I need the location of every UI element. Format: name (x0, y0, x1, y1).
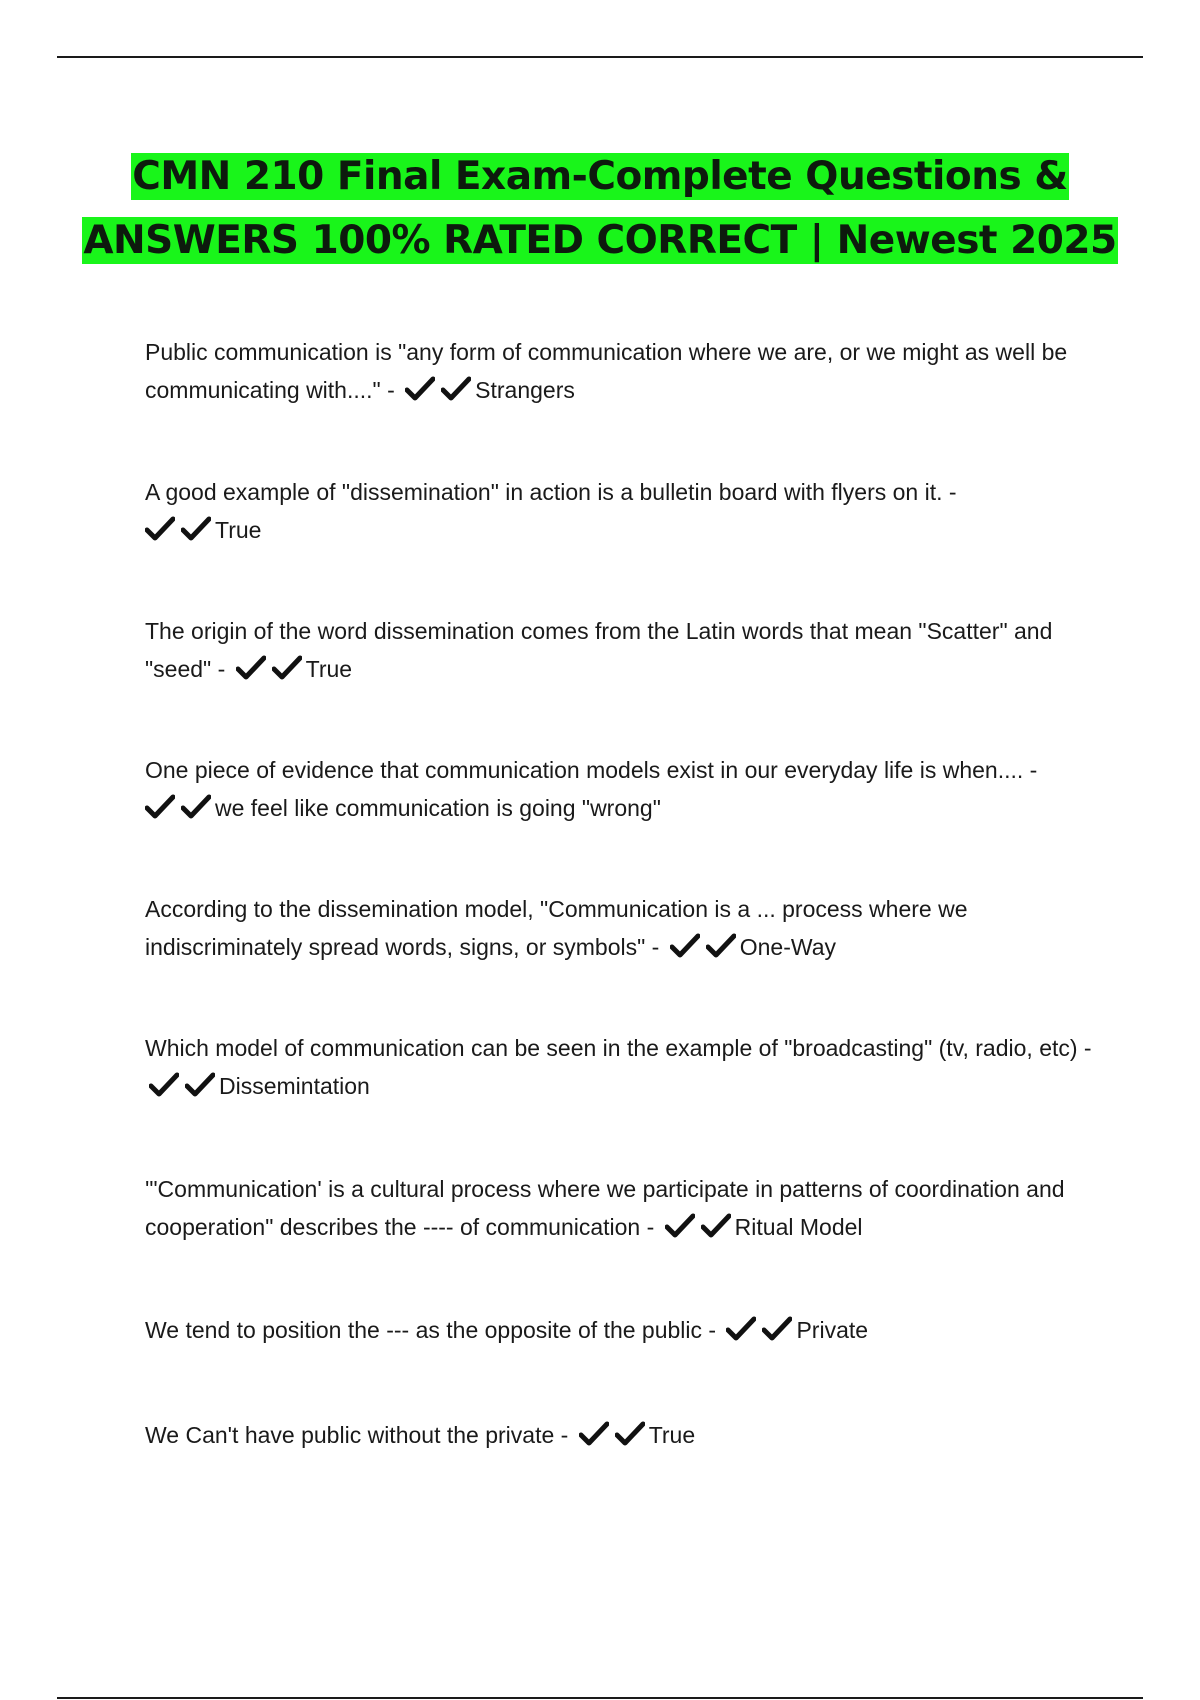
checkmark-icon (706, 933, 736, 959)
qa-item (145, 1311, 1095, 1349)
answer-text: Private (796, 1317, 869, 1343)
checkmark-icon (579, 1421, 609, 1447)
checkmark-icon (181, 516, 211, 542)
answer-text: True (305, 656, 353, 682)
answer-text: we feel like communication is going "wrong" (215, 795, 661, 821)
checkmark-icon (405, 376, 435, 402)
question-text: Public communication is "any form of communication where we are, or we might as well be communicating with...." - (145, 339, 1068, 403)
qa-item (145, 333, 1095, 409)
question-text: We tend to position the --- as the opposite of the public - (145, 1317, 717, 1343)
checkmark-icon (145, 516, 175, 542)
checkmark-icon (701, 1213, 731, 1239)
checkmark-icon (145, 794, 175, 820)
question-text: '"Communication' is a cultural process where we participate in patterns of coordination and cooperation" describes the ---- of communication - (145, 1176, 1065, 1240)
checkmark-icon (185, 1072, 215, 1098)
qa-item (145, 751, 1095, 827)
checkmark-icon (726, 1316, 756, 1342)
checkmark-icon (615, 1421, 645, 1447)
qa-item (145, 890, 1095, 966)
checkmark-icon (149, 1072, 179, 1098)
answer-text: Dissemintation (219, 1073, 370, 1099)
question-text: A good example of "dissemination" in action is a bulletin board with flyers on it. - (145, 479, 957, 505)
answer-text: One-Way (739, 934, 837, 960)
checkmark-icon (665, 1213, 695, 1239)
qa-item (145, 612, 1095, 688)
question-text: One piece of evidence that communication models exist in our everyday life is when.... - (145, 757, 1038, 783)
answer-text: True (215, 517, 262, 543)
checkmark-icon (762, 1316, 792, 1342)
question-text: The origin of the word dissemination comes from the Latin words that mean "Scatter" and "seed" - (145, 618, 1053, 682)
qa-item (145, 1416, 1095, 1454)
qa-item (145, 1029, 1095, 1105)
document-title (0, 145, 1200, 273)
checkmark-icon (236, 655, 266, 681)
title-line-2: ANSWERS 100% RATED CORRECT | Newest 2025 (83, 218, 1117, 263)
checkmark-icon (441, 376, 471, 402)
answer-text: Strangers (475, 377, 575, 403)
checkmark-icon (272, 655, 302, 681)
answer-text: Ritual Model (734, 1214, 863, 1240)
checkmark-icon (670, 933, 700, 959)
question-text: Which model of communication can be seen in the example of "broadcasting" (tv, radio, etc) - (145, 1035, 1092, 1061)
question-text: We Can't have public without the private - (145, 1422, 569, 1448)
question-text: According to the dissemination model, "Communication is a ... process where we indiscriminately spread words, signs, or symbols" - (145, 896, 968, 960)
qa-item (145, 1170, 1095, 1246)
checkmark-icon (181, 794, 211, 820)
title-line-1: CMN 210 Final Exam-Complete Questions & (132, 154, 1068, 199)
top-rule (57, 56, 1143, 58)
qa-item (145, 473, 1095, 549)
bottom-rule (57, 1697, 1143, 1699)
answer-text: True (648, 1422, 696, 1448)
